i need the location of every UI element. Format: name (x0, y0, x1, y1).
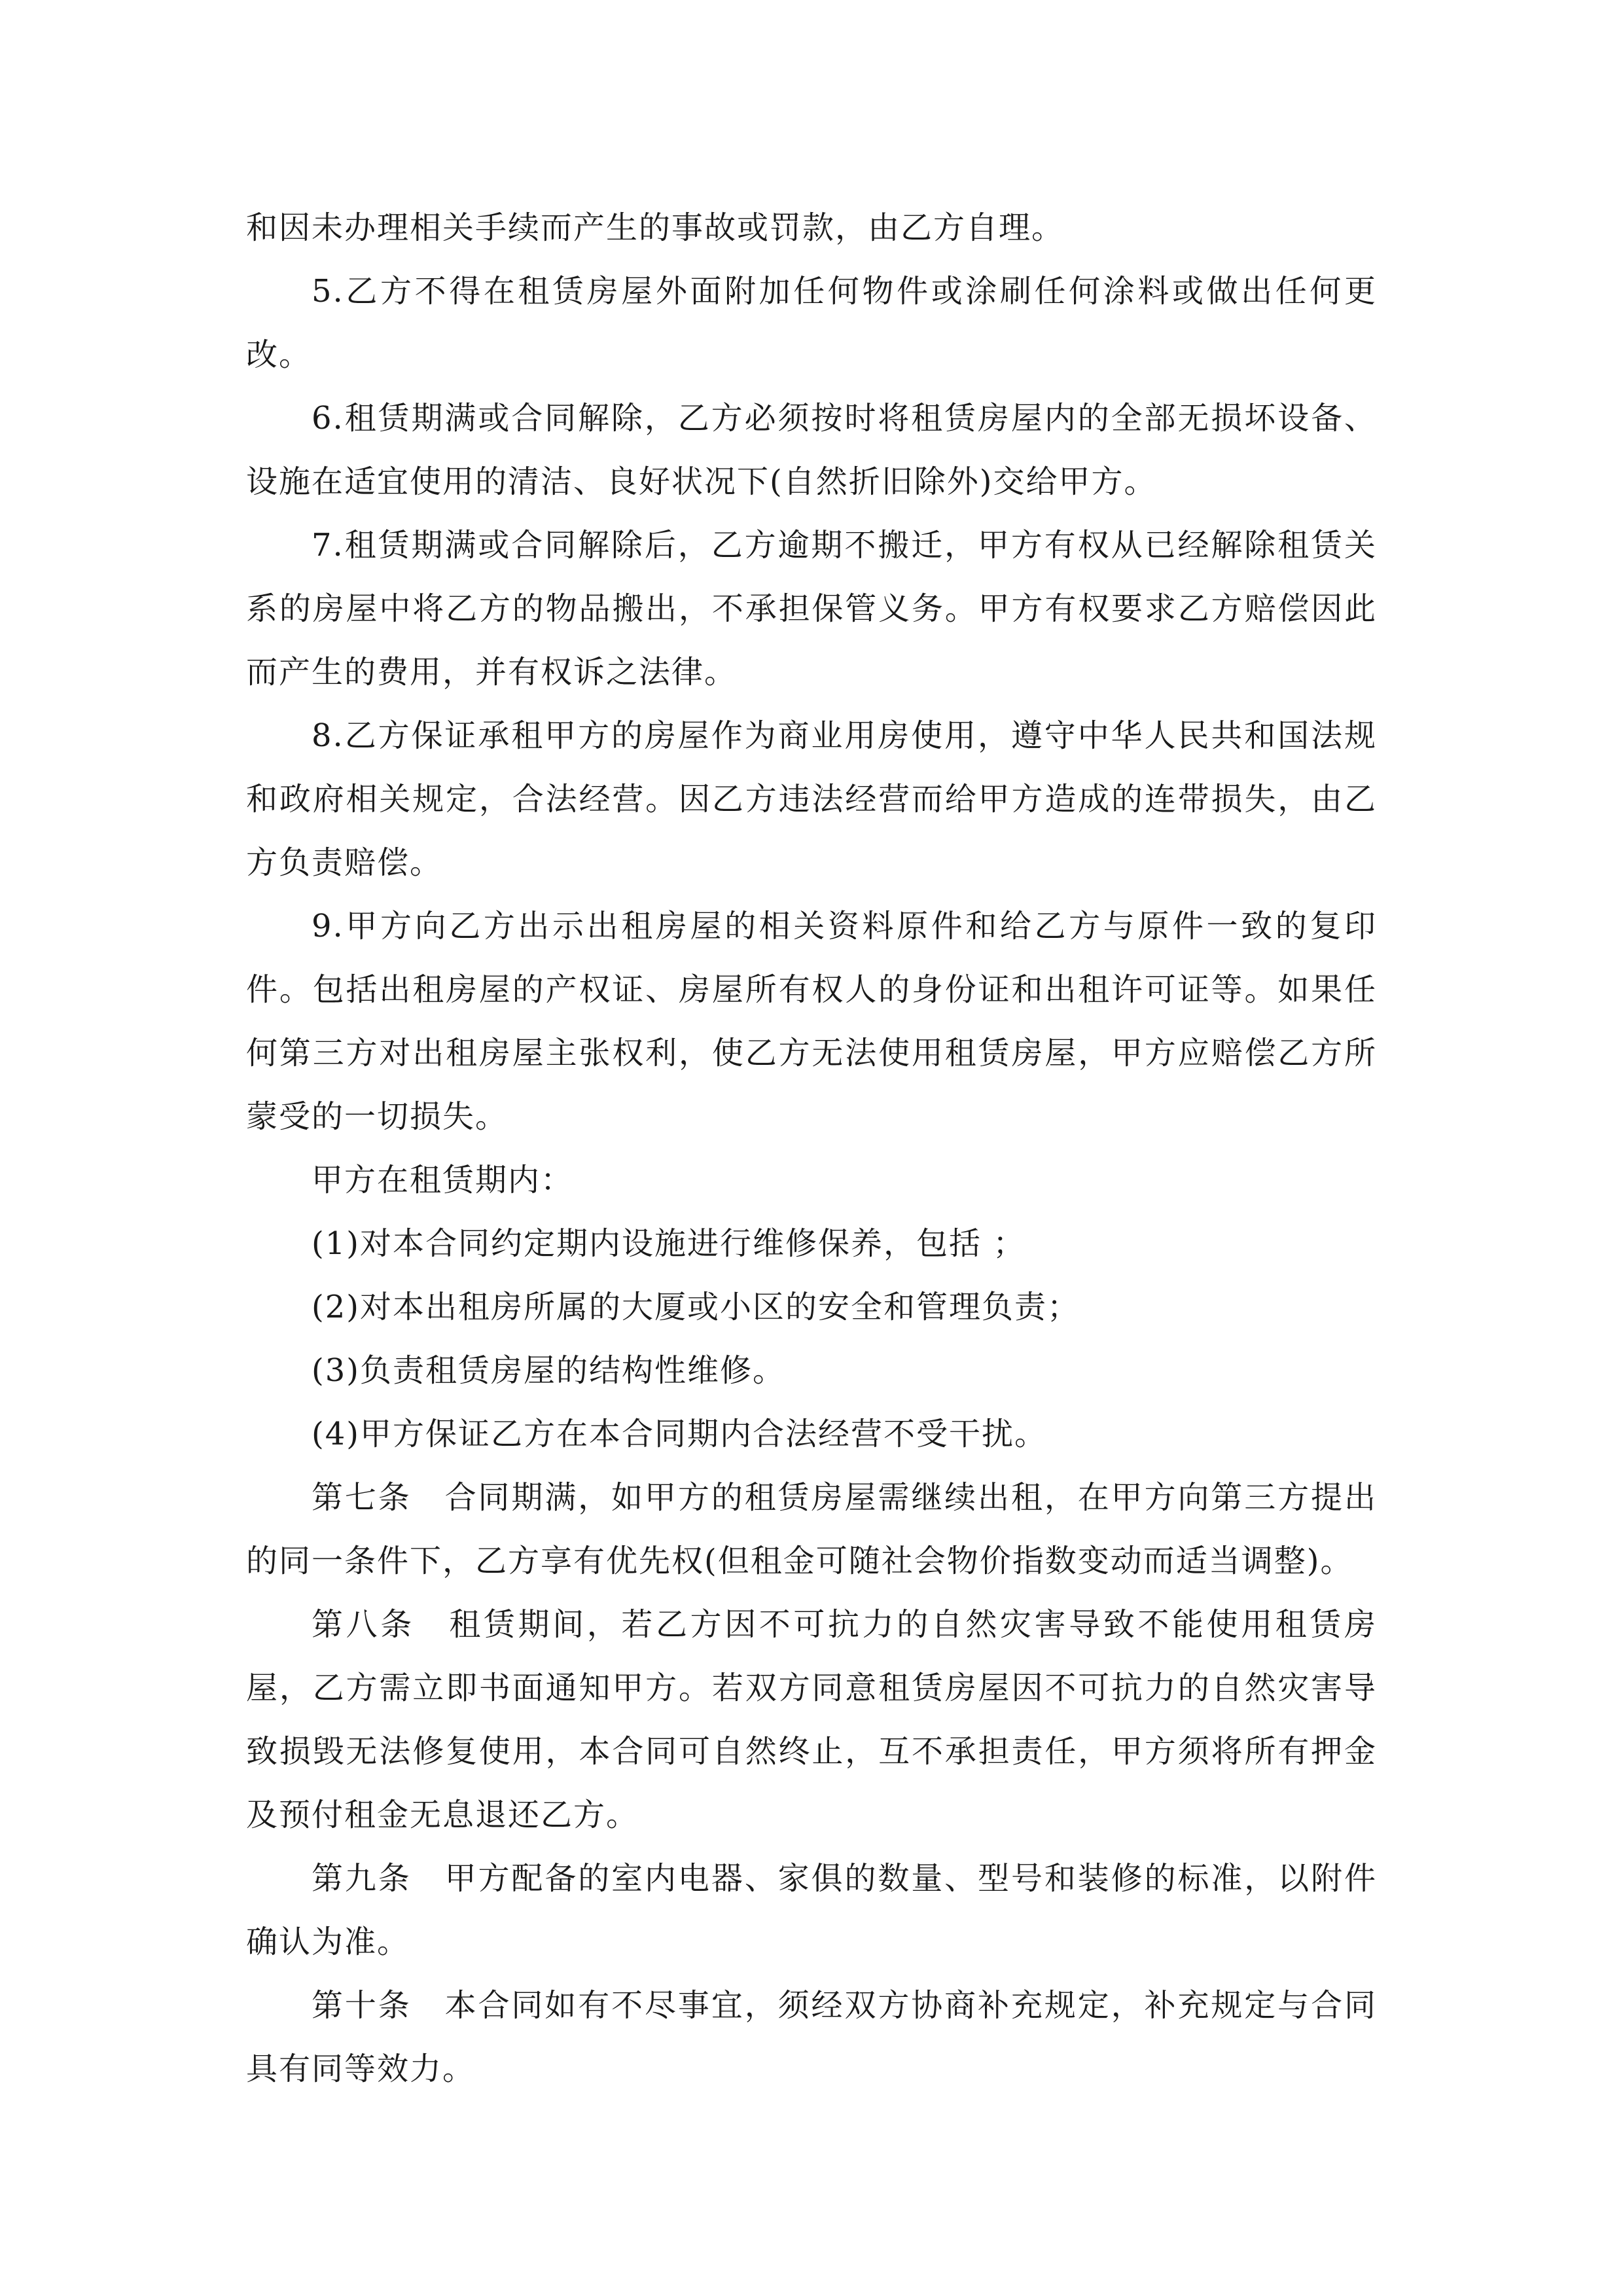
paragraph-continuation: 和因未办理相关手续而产生的事故或罚款，由乙方自理。 (246, 209, 1065, 246)
paragraph-article-9: 第九条 甲方配备的室内电器、家俱的数量、型号和装修的标准，以附件确认为准。 (246, 1860, 1377, 1960)
paragraph-duty-4: (4)甲方保证乙方在本合同期内合法经营不受干扰。 (312, 1416, 1047, 1452)
paragraph-item-7: 7.租赁期满或合同解除后，乙方逾期不搬迁，甲方有权从已经解除租赁关系的房屋中将乙方的物品搬出，不承担保管义务。甲方有权要求乙方赔偿因此而产生的费用，并有权诉之法律。 (246, 527, 1377, 691)
paragraph-item-6: 6.租赁期满或合同解除，乙方必须按时将租赁房屋内的全部无损坏设备、设施在适宜使用的清洁、良好状况下(自然折旧除外)交给甲方。 (246, 400, 1377, 500)
paragraph-item-5: 5.乙方不得在租赁房屋外面附加任何物件或涂刷任何涂料或做出任何更改。 (246, 273, 1377, 373)
paragraph-item-9: 9.甲方向乙方出示出租房屋的相关资料原件和给乙方与原件一致的复印件。包括出租房屋的产权证、房屋所有权人的身份证和出租许可证等。如果任何第三方对出租房屋主张权利，使乙方无法使用租赁房屋，甲方应赔偿乙方所蒙受的一切损失。 (246, 908, 1377, 1135)
paragraph-article-10: 第十条 本合同如有不尽事宜，须经双方协商补充规定，补充规定与合同具有同等效力。 (246, 1987, 1377, 2087)
paragraph-duty-2: (2)对本出租房所属的大厦或小区的安全和管理负责； (312, 1289, 1080, 1325)
document-body (246, 196, 1377, 2101)
paragraph-duty-1: (1)对本合同约定期内设施进行维修保养，包括 ； (312, 1225, 1026, 1262)
paragraph-item-8: 8.乙方保证承租甲方的房屋作为商业用房使用，遵守中华人民共和国法规和政府相关规定，合法经营。因乙方违法经营而给甲方造成的连带损失，由乙方负责赔偿。 (246, 717, 1377, 881)
paragraph-duty-3: (3)负责租赁房屋的结构性维修。 (312, 1352, 785, 1389)
paragraph-article-7: 第七条 合同期满，如甲方的租赁房屋需继续出租，在甲方向第三方提出的同一条件下，乙方享有优先权(但租金可随社会物价指数变动而适当调整)。 (246, 1479, 1377, 1579)
paragraph-article-8: 第八条 租赁期间，若乙方因不可抗力的自然灾害导致不能使用租赁房屋，乙方需立即书面通知甲方。若双方同意租赁房屋因不可抗力的自然灾害导致损毁无法修复使用，本合同可自然终止，互不承担责任，甲方须将所有押金及预付租金无息退还乙方。 (246, 1606, 1377, 1833)
paragraph-lessor-duties-heading: 甲方在租赁期内： (312, 1162, 574, 1198)
